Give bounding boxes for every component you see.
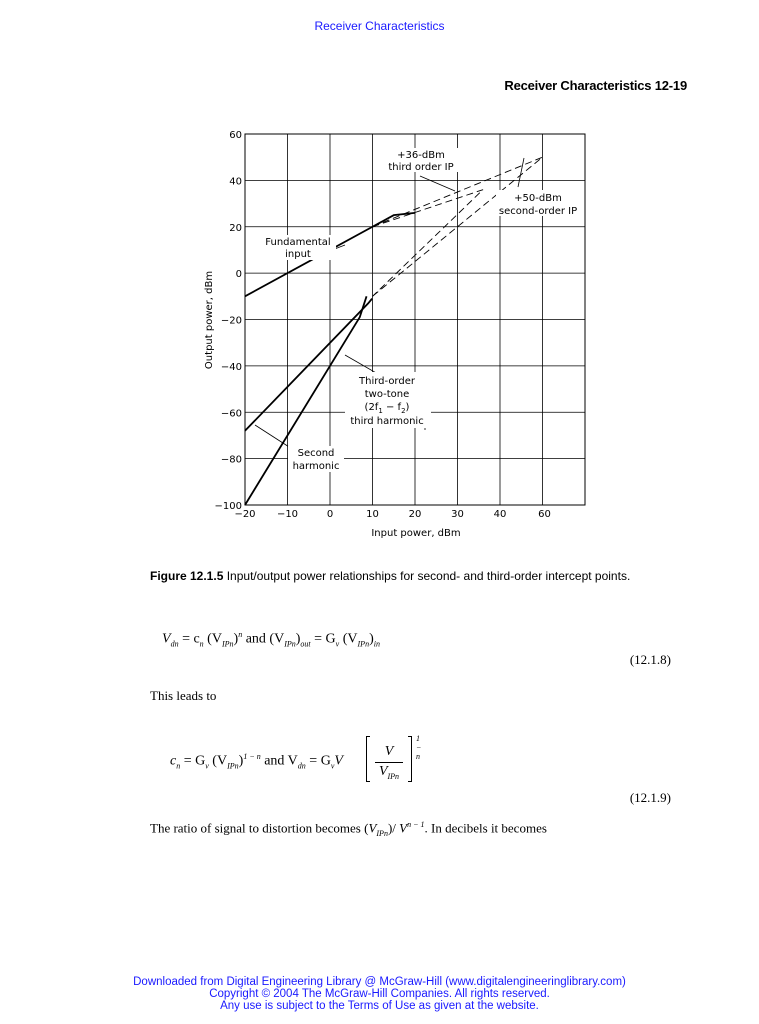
x-tick-labels: [234, 509, 550, 520]
x-tick-label: 0: [326, 509, 334, 520]
y-tick-labels: [215, 130, 242, 512]
x-tick-label: 10: [366, 509, 379, 520]
running-head: Receiver Characteristics 12-19: [504, 78, 687, 93]
annotation-second-harmonic-2: harmonic: [292, 461, 340, 472]
leads-text: This leads to: [150, 688, 217, 703]
x-tick-label: −10: [276, 509, 299, 520]
annotation-fundamental-2: input: [285, 249, 311, 260]
annotation-second-harmonic-1: Second: [297, 448, 335, 459]
figure-caption-text: Input/output power relationships for second- and third-order intercept points.: [223, 569, 631, 583]
pointer-second-ip: [518, 158, 524, 187]
footer-line-3[interactable]: Any use is subject to the Terms of Use as given at the website.: [220, 1000, 539, 1012]
annotation-third-order-1: Third-order: [359, 376, 415, 387]
y-tick-label: 20: [229, 222, 242, 234]
y-tick-label: −60: [220, 408, 242, 420]
annotation-second-ip-1: +50-dBm: [514, 193, 562, 204]
y-tick-label: −100: [214, 501, 242, 512]
footer-line-2: Copyright © 2004 The McGraw-Hill Companies. All rights reserved.: [209, 988, 550, 1000]
equation-number-12-1-9: (12.1.9): [629, 790, 671, 805]
x-tick-label: 30: [451, 509, 464, 520]
annotation-third-order-2: two-tone: [364, 389, 410, 400]
y-tick-label: 60: [229, 130, 242, 141]
x-tick-label: 20: [408, 509, 422, 520]
bracket-fraction: V $V_{IPn}$: [366, 736, 412, 782]
equation-12-1-8: $V_{dn} = c_n$ $(V_{IPn})^n$ and $(V_{IPn})_{out} = G_v$ $(V_{IPn})_{in}$: [162, 630, 380, 649]
annotation-third-ip-2: third order IP: [388, 162, 454, 173]
annotation-third-order-3: $(2f_1 - f_2)$: [364, 402, 410, 415]
footer-line-1[interactable]: Downloaded from Digital Engineering Library @ McGraw-Hill (www.digitalengineeringlibrary.com): [133, 976, 626, 988]
y-tick-label: −80: [220, 454, 242, 466]
figure-caption: [150, 569, 630, 583]
y-tick-label: −40: [220, 361, 242, 373]
ratio-text: The ratio of signal to distortion becomes $(V_{IPn})/$ $V^{n - 1}$. In decibels it becomes: [150, 820, 547, 838]
chart-annotations: [262, 148, 582, 472]
equation-number-12-1-8: (12.1.8): [629, 652, 671, 667]
footer: [0, 976, 759, 1012]
series-third-ip-dashed: [373, 190, 484, 297]
annotation-second-ip-2: second-order IP: [498, 206, 578, 217]
y-tick-label: −20: [220, 315, 242, 327]
x-axis-label: Input power, dBm: [371, 528, 461, 539]
y-tick-label: 0: [235, 269, 242, 281]
annotation-fundamental-1: Fundamental: [265, 237, 331, 248]
top-link[interactable]: Receiver Characteristics: [314, 19, 445, 33]
x-tick-label: 40: [493, 509, 507, 520]
x-tick-label: 60: [538, 509, 551, 520]
pointer-third-ip: [420, 176, 455, 191]
annotation-third-ip-1: +36-dBm: [397, 150, 445, 161]
y-tick-label: 40: [229, 176, 242, 188]
y-axis-label: Output power, dBm: [204, 270, 215, 370]
x-tick-label: −20: [234, 509, 256, 520]
figure-label: Figure 12.1.5: [150, 569, 224, 583]
annotation-third-order-4: third harmonic: [350, 416, 424, 427]
